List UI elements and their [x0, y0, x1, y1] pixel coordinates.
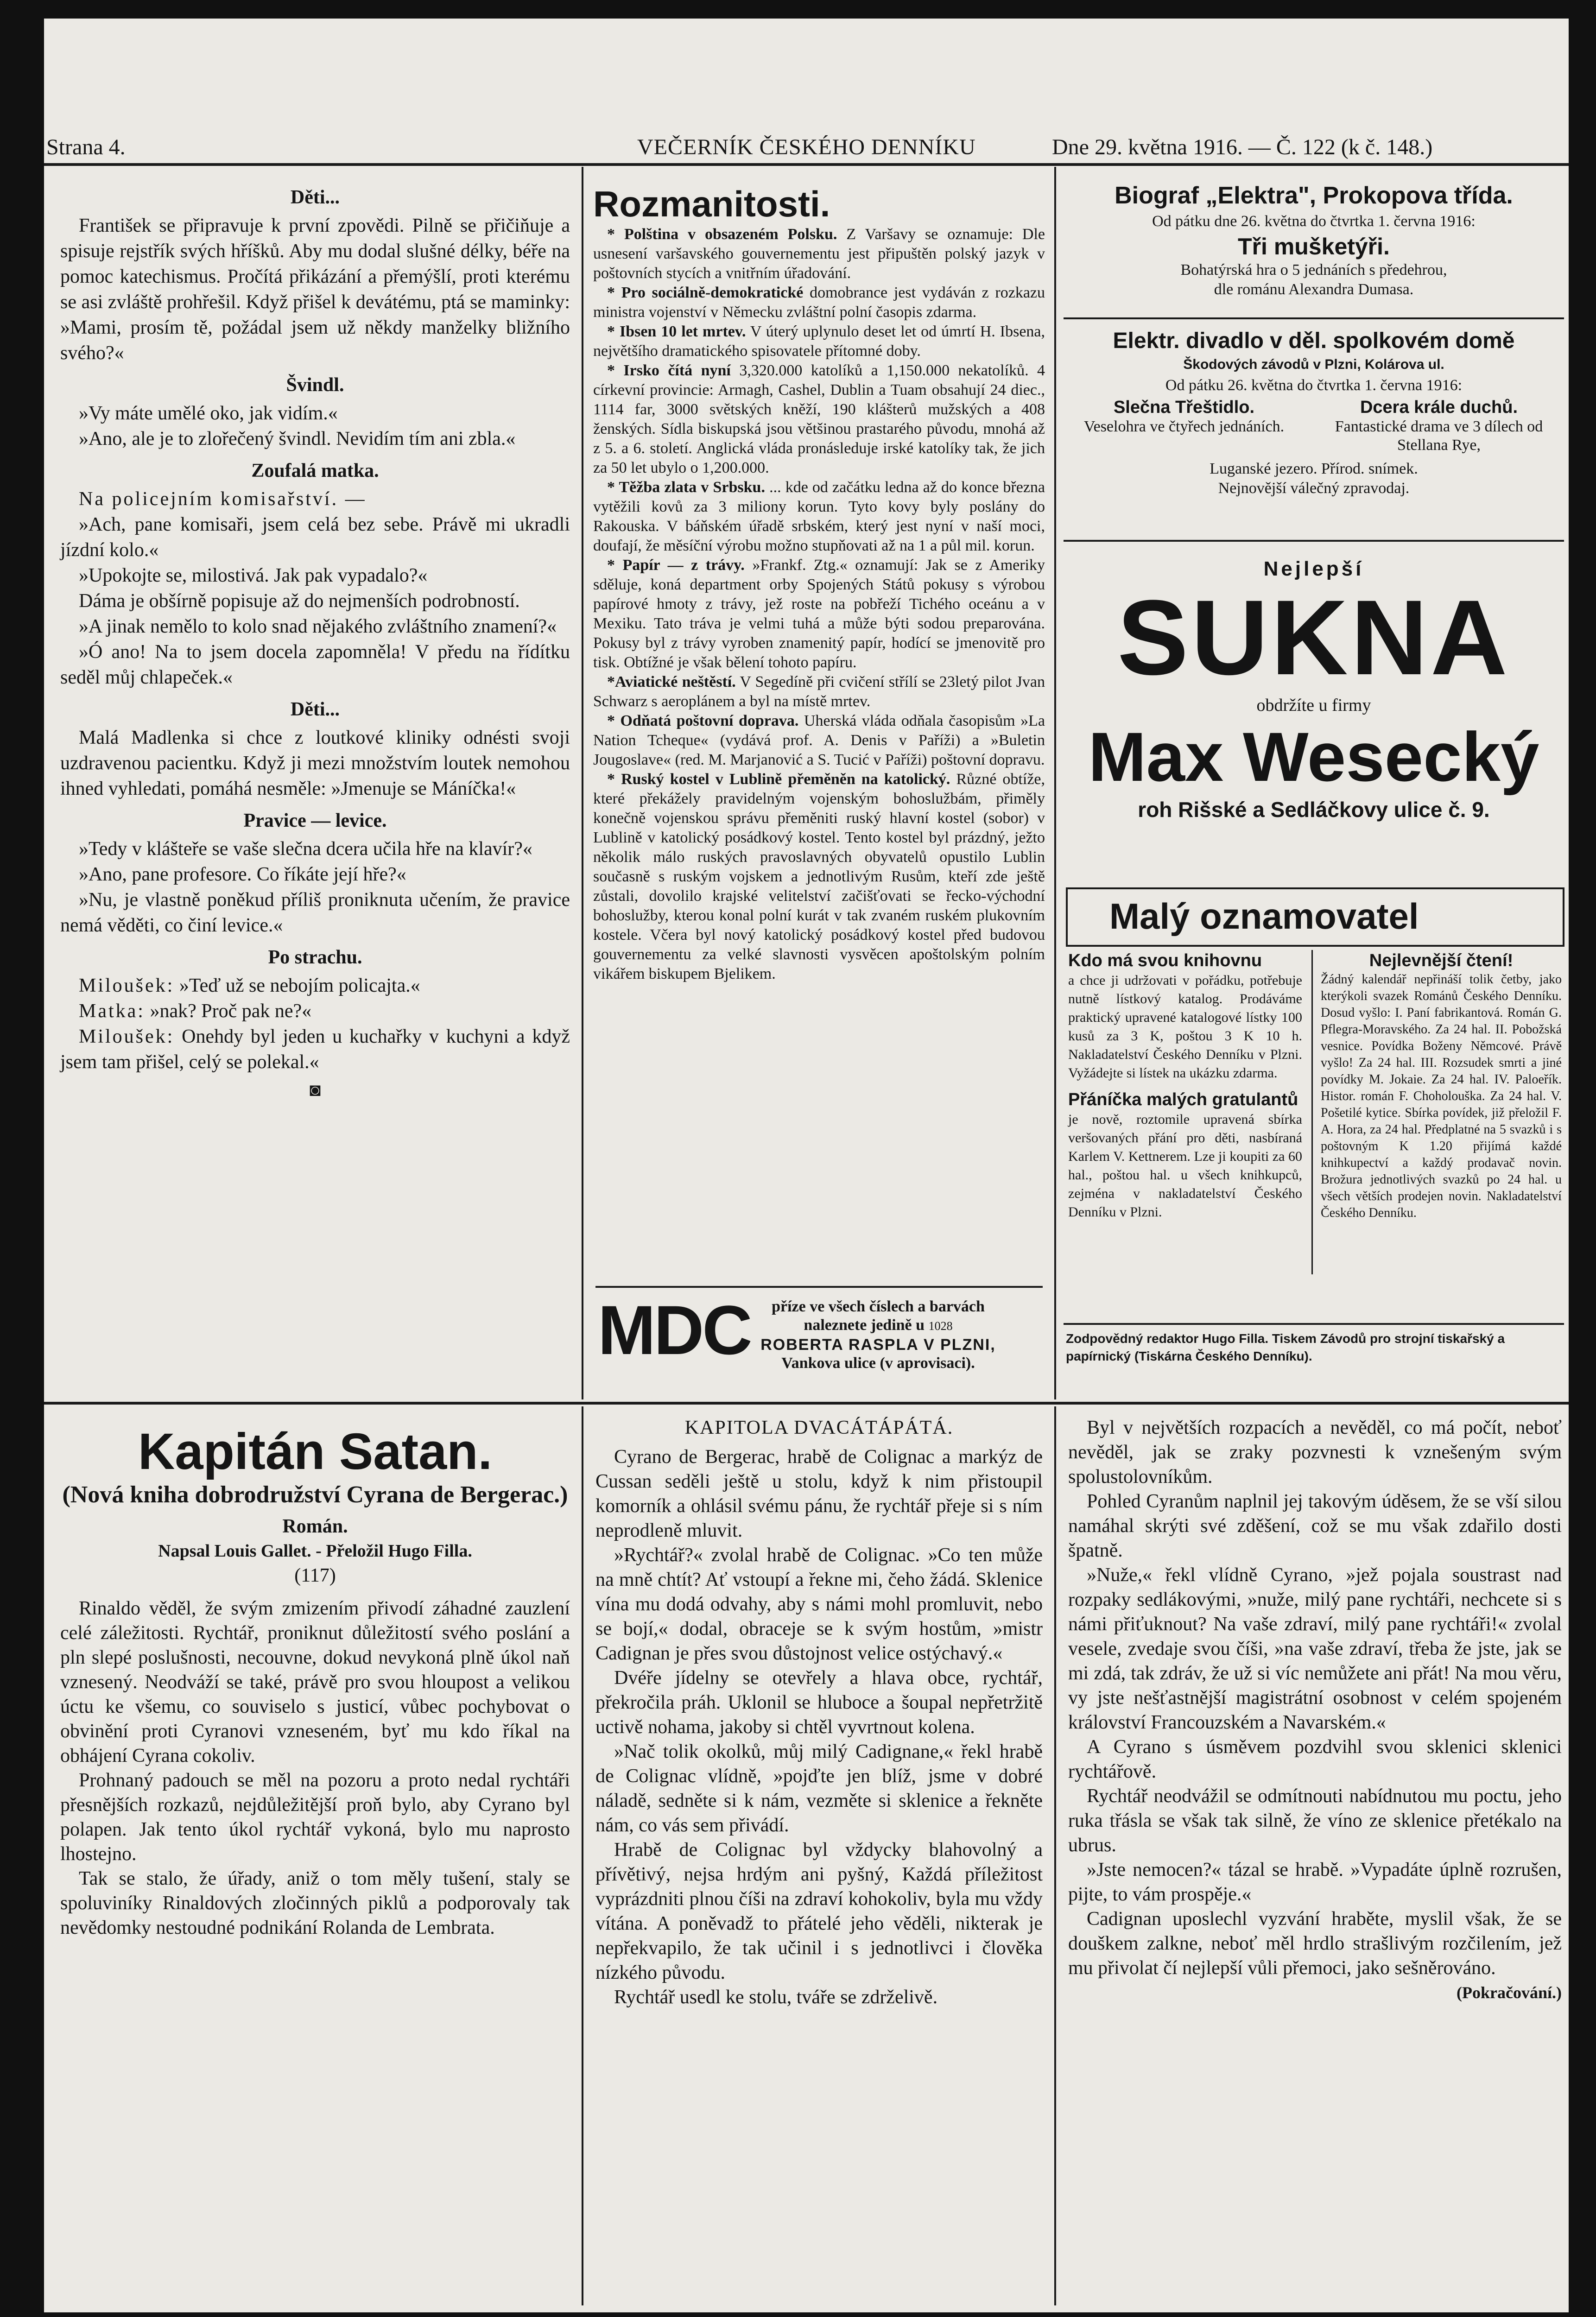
- paragraph: »Rychtář?« zvolal hrabě de Colignac. »Co ten může na mně chtít? Ať vstoupí a řekne mi, čeho žádá. Sklenice vína mu dodá odvahy, aby s námi mohl promluvit, nebo se bojí,« dodal, obraceje se k svým hostům, »mistr Cadignan je přes svou důstojnost velice ostýchavý.«: [595, 1545, 1043, 1664]
- imprint: Zodpovědný redaktor Hugo Filla. Tiskem Závodů pro strojní tiskařský a papírnický (Tiskárna Českého Denníku).: [1066, 1331, 1505, 1363]
- sukna-mid: obdržíte u firmy: [1256, 696, 1371, 715]
- news-item: [593, 556, 1045, 672]
- classified-divider: [1311, 950, 1313, 1274]
- classified-title: Kdo má svou knihovnu: [1068, 951, 1262, 970]
- paragraph: Pohled Cyranům naplnil jej takovým úděsem, že se vší silou namáhal skrýti své zděšení, což se mu však zdařilo dosti špatně.: [1068, 1491, 1562, 1561]
- ad-rule: [1064, 1323, 1564, 1325]
- paragraph: Hrabě de Colignac byl vždycky blahovolný a přívětivý, nejsa hrdým ani pyšný, Každá příležitost vyprázdniti plnou číši na zdraví kohokoliv, byla mu vždy vítána. A poněvadž to přátelé jeho věděli, nikterak je nepřekvapilo, že tak učinil i s jednotlivci i člověka nízkého původu.: [595, 1839, 1043, 1983]
- divadlo-ad: [1064, 327, 1564, 498]
- news-item-text: Různé obtíže, které překážely pravidelným vojenským bohoslužbám, přiměly konečně vojenskou správu přeměniti ruský hlavní kostel (sobor) v Lublině v katolický posádkový kostel. Tento kostel byl prázdný, ježto několik málo ruských pravoslavných obyvatelů opustilo Lublin současně s ruským vojskem a jednotlivým Rusům, kteří zde ještě zůstali, dovolilo krajské velitelství začišťovati se řecko-východní bohoslužby, kterou konal polní kurát v tak zvaném ruském plukovním kostele. Včera byl nový katolický posádkový kostel před budovou gouvernementu za velké slavnosti vysvěcen apoštolským polním vikářem biskupem Bjelikem.: [593, 771, 1045, 982]
- maly-oznamovatel-title: Malý oznamovatel: [1109, 896, 1419, 937]
- serial-text: [595, 1445, 1043, 2010]
- biograf-desc: dle románu Alexandra Dumasa.: [1214, 281, 1414, 298]
- news-item: [593, 478, 1045, 556]
- mdc-ad-text: [716, 1298, 1040, 1373]
- section-heading: Pravice — levice.: [243, 810, 387, 831]
- news-item-text: V Segedíně při cvičení střílí se 23letý pilot Jvan Schwarz s aeroplánem a byl na místě mrtev.: [593, 673, 1045, 710]
- maly-oznamovatel-box: [1066, 887, 1564, 947]
- speaker: Miloušek:: [79, 975, 175, 996]
- classified-text: Žádný kalendář nepřináší tolik četby, jako kterýkoli svazek Románů Českého Denníku. Dosud vyšlo: I. Paní fabrikantová. Román G. Pflegra-Moravského. Za 24 hal. II. Pobožská vesnice. Povídka Boženy Němcové. Právě vyšlo! Za 24 hal. III. Rozsudek smrti a jiné povídky M. Jokaie. Za 24 hal. IV. Paloeřík. Histor. román F. Choholouška. Za 24 hal. V. Pošetilé kytice. Sbírka povídek, již přeložil F. A. Hora, za 24 hal. Předplatné na 5 svazků i s poštovným K 1.20 přijímá každé knihkupectví a každý prodavač novin. Brožura jednotlivých svazků po 24 hal. u všech větších prodejen novin. Nakladatelství Českého Denníku.: [1321, 972, 1562, 1220]
- news-item: [593, 770, 1045, 984]
- ad-rule: [1064, 317, 1564, 319]
- section-heading: Děti...: [290, 187, 340, 208]
- serial-subtitle: (Nová kniha dobrodružství Cyrana de Bergerac.): [62, 1481, 568, 1508]
- sukna-word: SUKNA: [1117, 578, 1510, 697]
- paragraph: Dáma je obšírně popisuje až do nejmenších podrobností.: [79, 590, 520, 612]
- divadlo-programme: [1064, 397, 1564, 455]
- sukna-top: Nejlepší: [1263, 557, 1364, 580]
- divadlo-extra: Nejnovější válečný zpravodaj.: [1218, 480, 1410, 497]
- speaker: Matka:: [79, 1000, 145, 1022]
- column-divider: [1054, 1406, 1056, 2305]
- section-title: Rozmanitosti.: [593, 184, 830, 224]
- sukna-firm: Max Wesecký: [1088, 718, 1539, 796]
- divadlo-title: Elektr. divadlo v děl. spolkovém domě: [1113, 329, 1515, 353]
- classified-kdo: [1068, 950, 1302, 1222]
- biograf-date: Od pátku dne 26. května do čtvrtka 1. června 1916:: [1152, 213, 1476, 230]
- ad-rule: [1064, 540, 1564, 542]
- news-item: [593, 672, 1045, 711]
- sukna-address: roh Rišské a Sedláčkovy ulice č. 9.: [1138, 798, 1490, 822]
- paragraph: Tak se stalo, že úřady, aniž o tom měly tušení, staly se spoluviníky Rinaldových zločinných piklů a podporovaly tak nevědomky nestoudné podnikání Rolanda de Lembrata.: [60, 1868, 570, 1938]
- news-item-text: »Frankf. Ztg.« oznamují: Jak se z Ameriky sděluje, koná department orby Spojených Států pokusy s výrobou papírové hmoty z trávy, jež roste na pobřeží Tichého oceánu a v Mexiku. Tato tráva je velmi tuhá a může býti sodou preparována. Pokusy byl z trávy vyroben znamenitý papír, hodící se jmenovitě pro tisk. Obtížné je však bělení tohoto papíru.: [593, 557, 1045, 671]
- serial-installment: (117): [294, 1565, 336, 1586]
- mdc-line: Vankova ulice (v aprovisaci).: [781, 1355, 975, 1372]
- news-item-text: Z Varšavy se oznamuje: Dle usnesení varšavského gouvernementu jest připuštěn polský jazyk v poštovních stycích a vnitřním úřadování.: [593, 226, 1045, 282]
- section-heading: Švindl.: [286, 374, 344, 396]
- mdc-line-text: naleznete jedině u: [804, 1317, 925, 1334]
- paragraph: »Jste nemocen?« tázal se hrabě. »Vypadáte úplně rozrušen, pijte, to vám prospěje.«: [1068, 1859, 1562, 1905]
- paragraph: Rychtář usedl ke stolu, tváře se zdrželivě.: [614, 1987, 938, 2008]
- news-item-head: * Polština v obsazeném Polsku.: [607, 226, 837, 243]
- issue-date: Dne 29. května 1916. — Č. 122 (k č. 148.): [1052, 135, 1433, 159]
- biograf-ad: [1064, 181, 1564, 299]
- mdc-logo: MDC: [598, 1291, 751, 1369]
- classified-nej: [1321, 950, 1562, 1222]
- classified-title: Nejlevnější čtení!: [1369, 951, 1514, 970]
- news-item: [593, 283, 1045, 322]
- news-item-text: V úterý uplynulo deset let od úmrtí H. Ibsena, největšího dramatického spisovatele přítomné doby.: [593, 323, 1045, 360]
- news-item-head: * Ibsen 10 let mrtev.: [607, 323, 746, 340]
- serial-column-2: [595, 1416, 1043, 2010]
- section-heading: Zoufalá matka.: [251, 460, 379, 481]
- news-item: [593, 361, 1045, 478]
- paragraph: »Ano, ale je to zlořečený švindl. Nevidím tím ani zbla.«: [79, 428, 516, 449]
- classified-text: a chce ji udržovati v pořádku, potřebuje nutně lístkový katalog. Prodáváme praktický upravené katalogové lístky 100 kusů za 3 K, poštou 3 K 10 h. Nakladatelství Českého Denníku v Plzni. Vyžádejte si lístek na ukázku zdarma.: [1068, 973, 1302, 1081]
- paragraph: »Nu, je vlastně poněkud příliš proniknuta učením, že pravice nemá věděti, co činí levice.«: [60, 889, 570, 936]
- news-item-head: * Ruský kostel v Lublině přeměněn na katolický.: [607, 771, 950, 788]
- news-item-text: Uherská vláda odňala časopisům »La Nation Tcheque« (vydává prof. A. Denis v Paříži) a »Buletin Jougoslave« (red. M. Marjanović a S. Tucić v Paříži) poštovní dopravu.: [593, 712, 1045, 768]
- programme-b: [1314, 397, 1564, 455]
- ad-rule: [595, 1286, 1043, 1288]
- paragraph: Prohnaný padouch se měl na pozoru a proto nedal rychtáři přesnějších rozkazů, nejdůležitější proň bylo, aby Cyrano byl polapen. Jak tento úkol rychtář vykoná, bylo mu naprosto lhostejno.: [60, 1770, 570, 1865]
- paragraph: Rinaldo věděl, že svým zmizením přivodí záhadné zauzlení celé záležitosti. Rychtář, proniknut důležitostí svého poslání a pln slepé poslušnosti, necouvne, dokud nevykoná plně úkol naň vznesený. Neodváží se také, právě pro svou hloupost a velikou úctu ke všemu, co souviselo s justicí, vůbec pochybovat o obvinění proti Cyranovi vzneseném, byť mu kdo říkal na obhájení Cyrana cokoliv.: [60, 1598, 570, 1766]
- dialogue-line: [60, 1024, 570, 1075]
- paragraph: Na policejním komisařství. —: [79, 488, 367, 510]
- paragraph: »Ach, pane komisaři, jsem celá bez sebe. Právě mi ukradli jízdní kolo.«: [60, 514, 570, 561]
- news-item: [593, 225, 1045, 283]
- paragraph: »Ó ano! Na to jsem docela zapomněla! V předu na řídítku seděl můj chlapeček.«: [60, 641, 570, 688]
- news-item-head: * Irsko čítá nyní: [607, 362, 731, 379]
- serial-column-1: [60, 1423, 570, 1940]
- paragraph: A Cyrano s úsměvem pozdvihl svou sklenici sklenici rychtářově.: [1068, 1736, 1562, 1782]
- page-number: Strana 4.: [46, 135, 126, 159]
- paragraph: Rychtář neodvážil se odmítnouti nabídnutou mu poctu, jeho ruka třásla se však tak silně, že víno ze sklenice přetékalo na ubrus.: [1068, 1785, 1562, 1856]
- divadlo-extra: Luganské jezero. Přírod. snímek.: [1210, 460, 1418, 477]
- paragraph: František se připravuje k první zpovědi. Pilně se přičiňuje a spisuje rejstřík svých hříšků. Aby mu dodal slušné délky, béře na pomoc katechismus. Pročítá přikázání a přemýšlí, proti kterému se asi zvláště prohřešil. Když přišel k devátému, ptá se maminky: »Mami, prosím tě, požádal jsem už někdy manželky bližního svého?«: [60, 215, 570, 364]
- news-item-head: *Aviatické neštěstí.: [607, 673, 736, 690]
- serial-title: Kapitán Satan.: [138, 1423, 493, 1480]
- paragraph: Cyrano de Bergerac, hrabě de Colignac a markýz de Cussan seděli ještě u stolu, když k nim přistoupil komorník a ohlásil svému pánu, že rychtář přeje si s ním neprodleně mluvit.: [595, 1446, 1043, 1541]
- classifieds: [1068, 950, 1564, 1284]
- paragraph: Byl v největších rozpacích a nevěděl, co má počít, neboť nevěděl, jak se zraky pozvnesti k vznešeným svým spolustolovníkům.: [1068, 1417, 1562, 1488]
- news-item-head: * Pro sociálně-demokratické: [607, 284, 804, 301]
- classified-text: je nově, roztomile upravená sbírka veršovaných přání pro děti, nasbíraná Karlem V. Kettnerem. Lze ji koupiti za 60 hal., poštou hal. u všech knihkupců, zejména v nakladatelství Českého Denníku v Plzni.: [1068, 1112, 1302, 1220]
- news-item-head: * Těžba zlata v Srbsku.: [607, 479, 765, 496]
- paragraph: Malá Madlenka si chce z loutkové kliniky odnésti svoji uzdravenou pacientku. Když ji mezi množstvím loutek nemohou ihned vyhledati, pomáhá nesměle: »Jmenuje se Máníčka!«: [60, 727, 570, 799]
- chapter-heading: KAPITOLA DVACÁTÁPÁTÁ.: [684, 1417, 954, 1438]
- mdc-line: [716, 1316, 1040, 1336]
- paragraph: »Upokojte se, milostivá. Jak pak vypadalo?«: [79, 565, 428, 586]
- news-item-text: ... kde od začátku ledna až do konce března vytěžili kovů za 3 miliony korun. Tyto kovy byly poslány do Rakouska. V báňském úřadě srbském, který jest nyní v naší moci, doufají, že měsíční výrobu možno stupňovati až na 1 a půl mil. korun.: [593, 479, 1045, 554]
- ornament-icon: ◙: [309, 1079, 321, 1100]
- biograf-title: Biograf „Elektra", Prokopova třída.: [1115, 182, 1513, 209]
- serial-genre: Román.: [282, 1516, 348, 1537]
- paragraph: »Ano, pane profesore. Co říkáte její hře?«: [79, 864, 406, 885]
- section-heading: Děti...: [290, 699, 340, 720]
- film-title: Dcera krále duchů.: [1360, 398, 1518, 417]
- news-item-head: * Papír — z trávy.: [607, 557, 745, 574]
- paragraph: Cadignan uposlechl vyzvání hraběte, myslil však, že se douškem zalkne, neboť měl hrdlo strašlivým rozčilením, jež mu přivolat čí nejlepší vůli přemoci, jako sešněrováno.: [1068, 1908, 1562, 1979]
- news-item-head: * Odňatá poštovní doprava.: [607, 712, 799, 729]
- sukna-ad: [1064, 556, 1564, 823]
- column-divider: [1054, 167, 1056, 1399]
- serial-text: [60, 1596, 570, 1940]
- continuation: (Pokračování.): [1457, 1983, 1562, 2002]
- mdc-line: ROBERTA RASPLA V PLZNI,: [760, 1336, 996, 1354]
- programme-a: [1064, 397, 1305, 455]
- dialogue-line: [60, 999, 570, 1024]
- paragraph: »A jinak nemělo to kolo snad nějakého zvláštního znamení?«: [79, 616, 557, 637]
- newspaper-page: [44, 19, 1569, 2312]
- dialogue-line: [60, 973, 570, 999]
- news-item-text: 3,320.000 katolíků a 1,150.000 nekatolíků. 4 církevní provincie: Armagh, Cashel, Dublin a Tuam obsahují 24 diec., 1114 far, 3000 světských kněží, 190 klášterů mužských a 408 ženských. Sídla biskupská jsou většinou prastarého původu, mnohá až z 5. a 6. století. Anglická vláda pronásleduje irské katolíky tak, že jich za 50 let ubylo o 1,200.000.: [593, 362, 1045, 476]
- serial-column-3: [1068, 1416, 1562, 2005]
- mdc-line: příze ve všech číslech a barvách: [772, 1298, 985, 1315]
- section-rule: [44, 1402, 1569, 1405]
- column-divider: [582, 1406, 583, 2305]
- biograf-desc: Bohatýrská hra o 5 jednáních s předehrou,: [1180, 261, 1447, 279]
- line: »Teď už se nebojím policajta.«: [179, 975, 420, 996]
- classified-title: Přáníčka malých gratulantů: [1068, 1090, 1298, 1109]
- line: Onehdy byl jeden u kuchařky v kuchyni a když jsem tam přišel, celý se polekal.«: [60, 1026, 570, 1073]
- biograf-film: Tři mušketýři.: [1238, 234, 1390, 260]
- film-desc: Veselohra ve čtyřech jednáních.: [1083, 418, 1285, 435]
- film-desc: Fantastické drama ve 3 dílech od Stellana Rye,: [1335, 418, 1543, 454]
- paragraph: »Vy máte umělé oko, jak vidím.«: [79, 403, 338, 424]
- news-item: [593, 322, 1045, 361]
- line: »nak? Proč pak ne?«: [150, 1000, 312, 1022]
- news-items: [593, 225, 1045, 984]
- serial-byline: Napsal Louis Gallet. - Přeložil Hugo Filla.: [158, 1541, 472, 1561]
- column-divider: [582, 167, 583, 1399]
- divadlo-date: Od pátku 26. května do čtvrtka 1. června 1916:: [1165, 377, 1463, 394]
- divadlo-sub: Škodových závodů v Plzni, Kolárova ul.: [1183, 357, 1444, 372]
- film-title: Slečna Třeštidlo.: [1113, 398, 1255, 417]
- paragraph: »Tedy v klášteře se vaše slečna dcera učila hře na klavír?«: [79, 838, 532, 860]
- speaker: Miloušek:: [79, 1026, 175, 1047]
- paragraph: »Nač tolik okolků, můj milý Cadignane,« řekl hrabě de Colignac vlídně, »pojďte jen blíž, jsme v dobré náladě, sedněte si k nám, vezměte si sklenice a řekněte nám, co vás sem přivádí.: [595, 1741, 1043, 1836]
- section-heading: Po strachu.: [268, 947, 362, 968]
- news-item-text: domobrance jest vydáván z rozkazu ministra vojenství v Německu zvláštní polní časopis zdarma.: [593, 284, 1045, 321]
- masthead: VEČERNÍK ČESKÉHO DENNÍKU: [637, 135, 976, 159]
- column-miscellany: [593, 183, 1045, 984]
- paragraph: Dvéře jídelny se otevřely a hlava obce, rychtář, překročila práh. Uklonil se hluboce a šoupal nepřetržitě uctivě nohama, jakoby si chtěl vyvrtnout kolena.: [595, 1667, 1043, 1738]
- header-rule: [44, 163, 1569, 166]
- serial-text: [1068, 1416, 1562, 1981]
- column-jokes: [60, 178, 570, 1102]
- news-item: [593, 711, 1045, 770]
- paragraph: »Nuže,« řekl vlídně Cyrano, »jež pojala soustrast nad rozpaky sedlákovými, »nuže, milý pane rychtáři, nechcete si s námi přiťuknout? Na vaše zdraví, milý pane rychtáři!« zvolal vesele, zvedaje svou číši, »na vaše zdraví, třeba že jste, jak se mi zdá, tak zdráv, že už si víc nemůžete ani přát! Na mou věru, vy jste nešťastnější magistrátní osobnost v celém spojeném království Francouzském a Navarském.«: [1068, 1564, 1562, 1733]
- mdc-ref: 1028: [928, 1319, 953, 1333]
